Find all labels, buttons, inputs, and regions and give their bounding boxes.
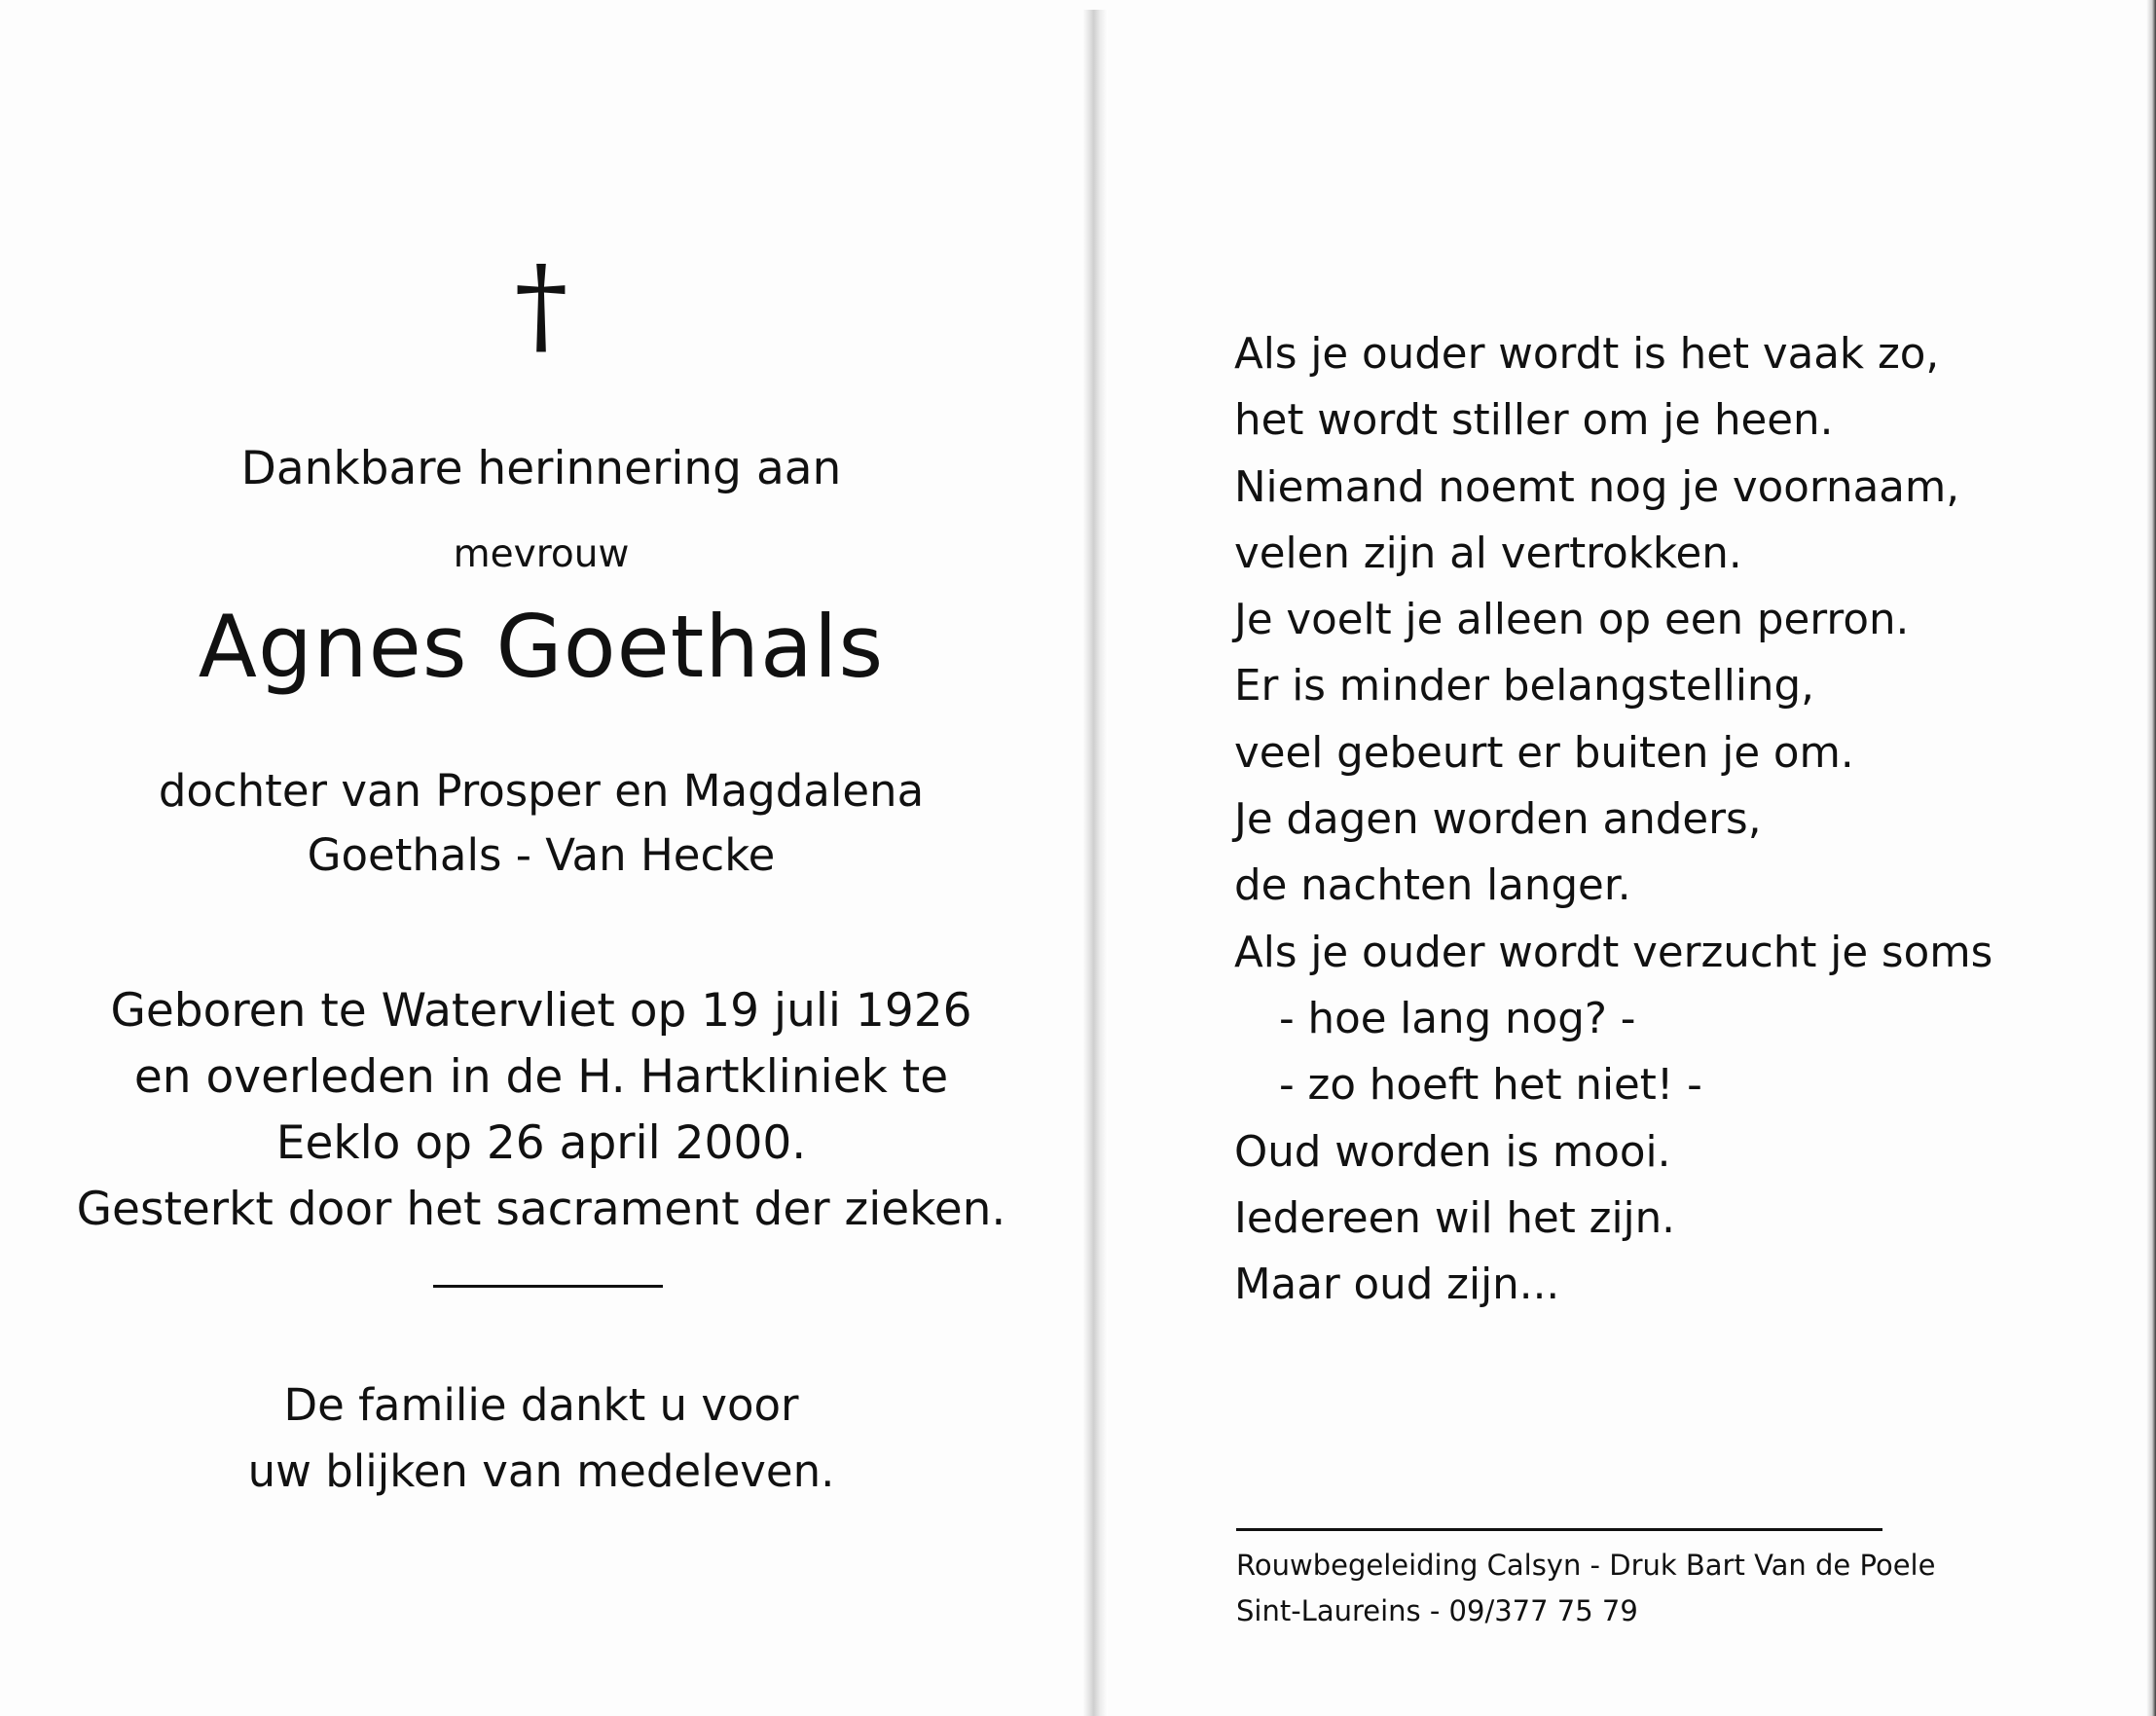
poem-line: velen zijn al vertrokken. (1234, 529, 1742, 578)
poem-line: het wordt stiller om je heen. (1234, 396, 1834, 446)
parents-line: Goethals - Van Hecke (307, 829, 776, 881)
divider (1236, 1528, 1882, 1531)
poem-line: veel gebeurt er buiten je om. (1234, 728, 1854, 778)
poem-line: - hoe lang nog? - (1279, 994, 1636, 1043)
printer-line: Rouwbegeleiding Calsyn - Druk Bart Van de Poele (1236, 1549, 1936, 1582)
poem-line: de nachten langer. (1234, 861, 1631, 911)
printer-credit (1236, 1543, 1935, 1634)
poem-line: Er is minder belangstelling, (1234, 662, 1814, 712)
dates-line: Geboren te Watervliet op 19 juli 1926 (110, 984, 972, 1038)
deceased-name: Agnes Goethals (198, 597, 885, 697)
thanks-line: uw blijken van medeleven. (247, 1445, 835, 1497)
printer-line: Sint-Laureins - 09/377 75 79 (1236, 1594, 1638, 1627)
title-word: mevrouw (453, 532, 630, 576)
card-fold (1082, 10, 1108, 1716)
poem-line: - zo hoeft het niet! - (1279, 1061, 1702, 1111)
poem-line: Je dagen worden anders, (1234, 795, 1762, 845)
poem-line: Als je ouder wordt verzucht je soms (1234, 928, 1993, 977)
cross-icon: † (514, 242, 568, 367)
dates-line: Eeklo op 26 april 2000. (275, 1116, 807, 1170)
right-panel (1108, 0, 2146, 1716)
intro-text: Dankbare herinnering aan (240, 442, 842, 495)
divider (433, 1285, 663, 1288)
poem-line: Als je ouder wordt is het vaak zo, (1234, 330, 1940, 379)
poem-line: Maar oud zijn... (1234, 1260, 1560, 1310)
poem-line: Niemand noemt nog je voornaam, (1234, 462, 1960, 512)
poem (1234, 321, 2130, 1318)
dates-line: Gesterkt door het sacrament der zieken. (76, 1183, 1006, 1236)
poem-line: Oud worden is mooi. (1234, 1127, 1671, 1177)
thanks-line: De familie dankt u voor (283, 1379, 799, 1431)
poem-line: Iedereen wil het zijn. (1234, 1193, 1676, 1243)
parents-block (0, 759, 1082, 888)
card-edge (2146, 0, 2156, 1716)
thanks-block (0, 1372, 1082, 1505)
dates-line: en overleden in de H. Hartkliniek te (133, 1050, 949, 1104)
dates-block (0, 978, 1082, 1243)
poem-line: Je voelt je alleen op een perron. (1234, 596, 1910, 645)
parents-line: dochter van Prosper en Magdalena (158, 765, 925, 817)
